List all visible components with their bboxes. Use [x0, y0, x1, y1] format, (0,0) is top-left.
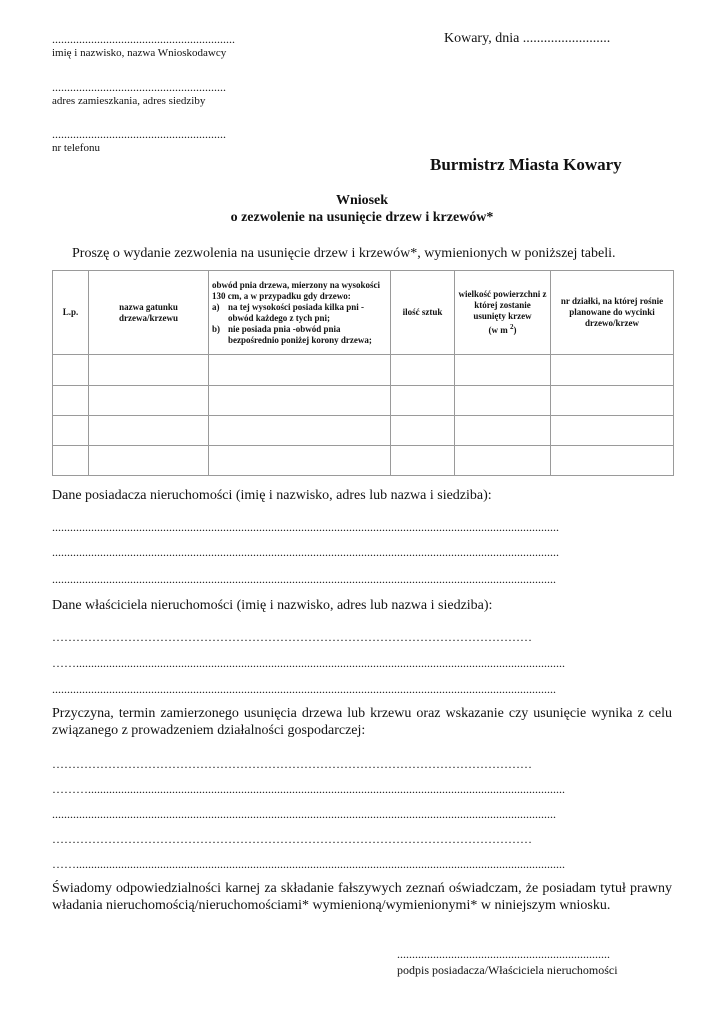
owner-line-3[interactable]: ........................................................................................................................................................................: [52, 682, 556, 696]
reason-line-1[interactable]: …………………………………………………………………………………………………………: [52, 757, 532, 771]
document-subtitle: o zezwolenie na usunięcie drzew i krzewów*: [230, 210, 494, 225]
girth-option-a: [212, 302, 387, 324]
girth-intro: obwód pnia drzewa, mierzony na wysokości 130 cm, a w przypadku gdy drzewo:: [212, 279, 381, 301]
col-header-species: nazwa gatunku drzewa/krzewu: [89, 271, 209, 355]
possessor-label: Dane posiadacza nieruchomości (imię i nazwisko, adres lub nazwa i siedziba):: [52, 488, 492, 503]
applicant-name-caption: imię i nazwisko, nazwa Wnioskodawcy: [52, 47, 227, 59]
table-row: [53, 386, 674, 416]
reason-line-5[interactable]: ……...................................................................................................................................................................: [52, 857, 565, 871]
col-header-plot: nr działki, na której rośnie planowane do wycinki drzewo/krzew: [551, 271, 674, 355]
table-row: [53, 355, 674, 386]
place-date: Kowary, dnia .........................: [444, 31, 611, 46]
area-close: ): [513, 325, 517, 335]
document-title: Wniosek: [335, 193, 389, 208]
address-line: ..........................................................: [52, 80, 226, 94]
girth-option-a-text: na tej wysokości posiada kilka pni - obwód każdego z tych pni;: [228, 301, 365, 323]
owner-line-1[interactable]: …………………………………………………………………………………………………………: [52, 630, 532, 644]
possessor-line-1[interactable]: .........................................................................................................................................................................: [52, 520, 559, 534]
area-main: wielkość powierzchni z której zostanie usunięty krzew: [458, 289, 547, 321]
reason-line-2[interactable]: ………...............................................................................................................................................................: [52, 782, 565, 796]
owner-label: Dane właściciela nieruchomości (imię i nazwisko, adres lub nazwa i siedziba):: [52, 598, 493, 613]
intro-text: Proszę o wydanie zezwolenia na usunięcie drzew i krzewów*, wymienionych w poniższej tabeli.: [72, 246, 616, 261]
signature-caption: podpis posiadacza/Właściciela nieruchomości: [397, 963, 618, 977]
declaration-text: Świadomy odpowiedzialności karnej za składanie fałszywych zeznań oświadczam, że posiadam tytuł prawny władania nieruchomością/nieruchomościami* wymienioną/wymienionymi* w niniejszym wniosku.: [52, 881, 672, 913]
phone-caption: nr telefonu: [52, 142, 100, 154]
col-header-girth: [209, 271, 391, 355]
girth-option-a-mark: a): [212, 301, 220, 312]
girth-option-b-text: nie posiada pnia -obwód pnia bezpośrednio poniżej korony drzewa;: [228, 323, 372, 345]
reason-label: Przyczyna, termin zamierzonego usunięcia drzewa lub krzewu oraz wskazanie czy usunięcie wynika z celu związanego z prowadzeniem działalności gospodarczej:: [52, 706, 672, 738]
possessor-line-2[interactable]: .........................................................................................................................................................................: [52, 545, 559, 559]
reason-line-4[interactable]: …………………………………………………………………………………………………………: [52, 832, 532, 846]
owner-line-2[interactable]: ……...................................................................................................................................................................: [52, 656, 565, 670]
col-header-lp: L.p.: [53, 271, 89, 355]
col-header-count: ilość sztuk: [391, 271, 455, 355]
table-row: [53, 416, 674, 446]
applicant-name-line: .............................................................: [52, 32, 235, 46]
girth-option-b: [212, 324, 387, 346]
area-unit-line: [458, 322, 547, 336]
col-header-area: [455, 271, 551, 355]
addressee: Burmistrz Miasta Kowary: [430, 155, 622, 174]
table-header-row: [53, 271, 674, 355]
trees-table: [52, 270, 674, 476]
area-sup: 2: [510, 323, 514, 331]
possessor-line-3[interactable]: ........................................................................................................................................................................: [52, 572, 556, 586]
girth-option-b-mark: b): [212, 323, 221, 334]
area-unit: (w m: [488, 325, 508, 335]
signature-line[interactable]: .......................................................................: [397, 947, 610, 961]
address-caption: adres zamieszkania, adres siedziby: [52, 95, 206, 107]
table-row: [53, 446, 674, 476]
phone-line: ..........................................................: [52, 127, 226, 141]
reason-line-3[interactable]: ........................................................................................................................................................................: [52, 807, 556, 821]
